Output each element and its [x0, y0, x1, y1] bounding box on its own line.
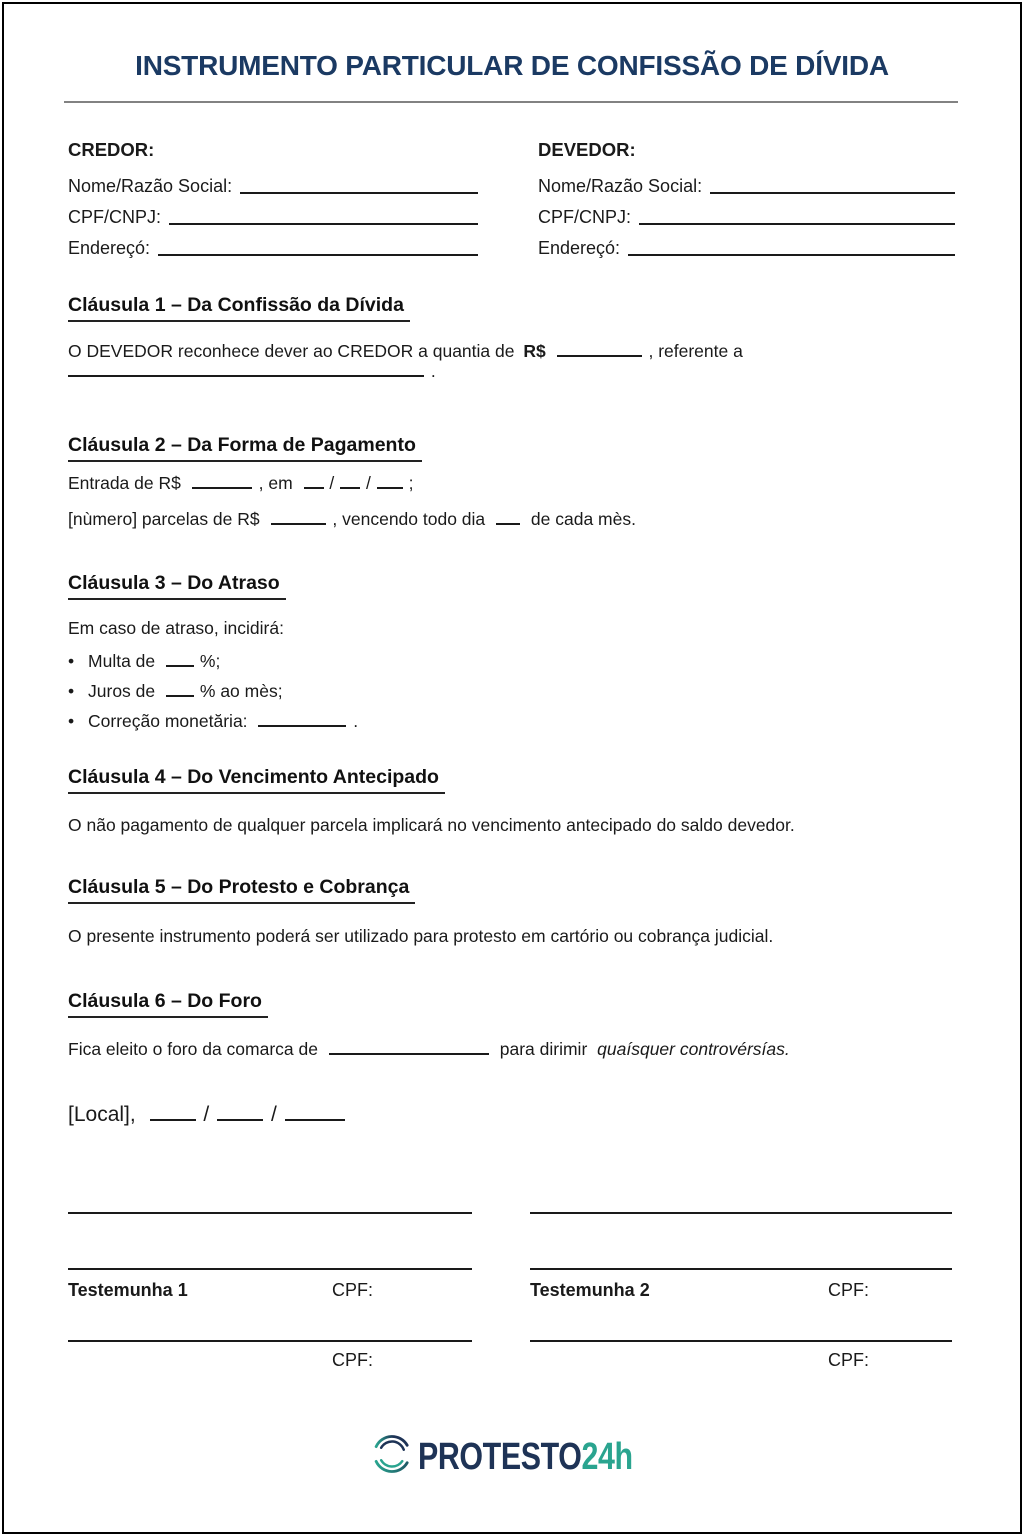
bullet-icon: • [68, 681, 75, 701]
correcao-period: . [353, 711, 359, 731]
clause-3-intro: Em caso de atraso, incidirá: [68, 618, 284, 638]
foro-text: Fica eleito o foro da comarca de [68, 1039, 318, 1059]
extra-cpf-label-left: CPF: [332, 1350, 374, 1370]
entrada-text: Entrada de R$ [68, 473, 181, 493]
devedor-section [538, 137, 955, 260]
clause-6-body [68, 1038, 790, 1060]
witness2-cpf-label: CPF: [828, 1280, 870, 1300]
clause-1-heading: Cláusula 1 – Da Confissão da Dívida [68, 294, 410, 322]
credor-section [68, 137, 478, 260]
clause-2-heading: Cláusula 2 – Da Forma de Pagamento [68, 434, 422, 462]
devedor-endereco-blank-line [628, 254, 955, 256]
semicolon-text: ; [408, 473, 414, 493]
parcela-amount-blank-line [271, 521, 326, 525]
credor-nome-blank-line [240, 192, 478, 194]
local-month-blank-line [217, 1117, 263, 1121]
local-slash-2: / [270, 1103, 277, 1126]
local-slash: / [203, 1103, 210, 1126]
extra-signature-line-left [68, 1340, 472, 1342]
amount-blank-line [557, 353, 642, 357]
credor-cpf-row [68, 198, 478, 229]
credor-nome-row [68, 167, 478, 198]
logo-text-24h: 24h [581, 1436, 633, 1478]
devedor-nome-blank-line [710, 192, 955, 194]
cada-mes-text: de cada mès. [530, 509, 636, 529]
juros-blank-line [166, 693, 194, 697]
extra-cpf-label-right: CPF: [828, 1350, 870, 1370]
witness1-label: Testemunha 1 [68, 1280, 188, 1300]
clause-6-heading: Cláusula 6 – Do Foro [68, 990, 268, 1018]
clause-1-text: O DEVEDOR reconhece dever ao CREDOR a quantia de [68, 341, 515, 361]
correcao-blank-line [258, 723, 346, 727]
dirimir-text: para dirimir [499, 1039, 588, 1059]
credor-endereco-row [68, 229, 478, 260]
bullet-icon: • [68, 711, 75, 731]
witness2-signature-line [530, 1268, 952, 1270]
clause-2-line-1 [68, 472, 414, 494]
clause-1-period: . [430, 361, 436, 381]
date-day-blank-line [304, 485, 324, 489]
dia-blank-line [496, 521, 520, 525]
clause-4-body: O não pagamento de qualquer parcela implicará no vencimento antecipado do saldo devedor. [68, 815, 795, 835]
devedor-cpf-row [538, 198, 955, 229]
bullet-icon: • [68, 651, 75, 671]
credor-signature-line [68, 1212, 472, 1214]
witness1-signature-line [68, 1268, 472, 1270]
vencendo-text: , vencendo todo dia [332, 509, 486, 529]
clause-1-paragraph-line-2 [68, 360, 436, 382]
comarca-blank-line [329, 1051, 489, 1055]
entrada-amount-blank-line [192, 485, 252, 489]
multa-blank-line [166, 663, 194, 667]
clause-3-bullet-correcao [68, 710, 358, 732]
protesto24h-wordmark [418, 1436, 633, 1478]
clause-1-paragraph-line-1 [68, 340, 743, 362]
credor-endereco-blank-line [158, 254, 478, 256]
date-year-blank-line [377, 485, 403, 489]
date-slash-2: / [366, 473, 371, 493]
date-month-blank-line [340, 485, 360, 489]
devedor-nome-label: Nome/Razão Social: [538, 176, 703, 196]
multa-text: Multa de [88, 651, 156, 671]
local-text: [Local], [68, 1103, 136, 1126]
credor-cpf-blank-line [169, 223, 478, 225]
date-slash: / [329, 473, 335, 493]
credor-heading: CREDOR: [68, 139, 155, 160]
logo-text-protesto: PROTESTO [418, 1436, 582, 1478]
multa-suffix: %; [199, 651, 221, 671]
page-title: INSTRUMENTO PARTICULAR DE CONFISSÃO DE DÍVIDA [135, 50, 889, 81]
clause-3-heading: Cláusula 3 – Do Atraso [68, 572, 286, 600]
witness1-cpf-label: CPF: [332, 1280, 374, 1300]
clause-3-bullet-multa [68, 650, 220, 672]
local-year-blank-line [285, 1117, 345, 1121]
credor-nome-label: Nome/Razão Social: [68, 176, 233, 196]
clause-5-heading: Cláusula 5 – Do Protesto e Cobrança [68, 876, 415, 904]
controversias-italic-text: quaísquer controvérsías. [597, 1039, 790, 1059]
clause-4-heading: Cláusula 4 – Do Vencimento Antecipado [68, 766, 445, 794]
juros-suffix: % ao mès; [199, 681, 283, 701]
witness2-label: Testemunha 2 [530, 1280, 650, 1300]
clause-5-body: O presente instrumento poderá ser utilizado para protesto em cartório ou cobrança judicial. [68, 926, 774, 946]
devedor-cpf-label: CPF/CNPJ: [538, 207, 632, 227]
devedor-cpf-blank-line [639, 223, 955, 225]
devedor-endereco-label: Endereçó: [538, 238, 621, 258]
devedor-endereco-row [538, 229, 955, 260]
devedor-signature-line [530, 1212, 952, 1214]
em-text: , em [258, 473, 293, 493]
clause-1-text-cont: , referente a [648, 341, 743, 361]
protesto24h-logo-icon [372, 1434, 412, 1474]
devedor-nome-row [538, 167, 955, 198]
credor-cpf-label: CPF/CNPJ: [68, 207, 162, 227]
correcao-text: Correção monetăria: [88, 711, 248, 731]
parcelas-text: [nùmero] parcelas de R$ [68, 509, 260, 529]
clause-2-line-2 [68, 508, 636, 530]
devedor-heading: DEVEDOR: [538, 139, 636, 160]
title-divider [64, 101, 958, 103]
juros-text: Juros de [88, 681, 156, 701]
local-day-blank-line [150, 1117, 196, 1121]
clause-3-bullet-juros [68, 680, 283, 702]
credor-endereco-label: Endereçó: [68, 238, 151, 258]
local-date-line [68, 1104, 345, 1126]
reference-blank-line [68, 373, 424, 377]
extra-signature-line-right [530, 1340, 952, 1342]
currency-symbol: R$ [523, 341, 546, 361]
